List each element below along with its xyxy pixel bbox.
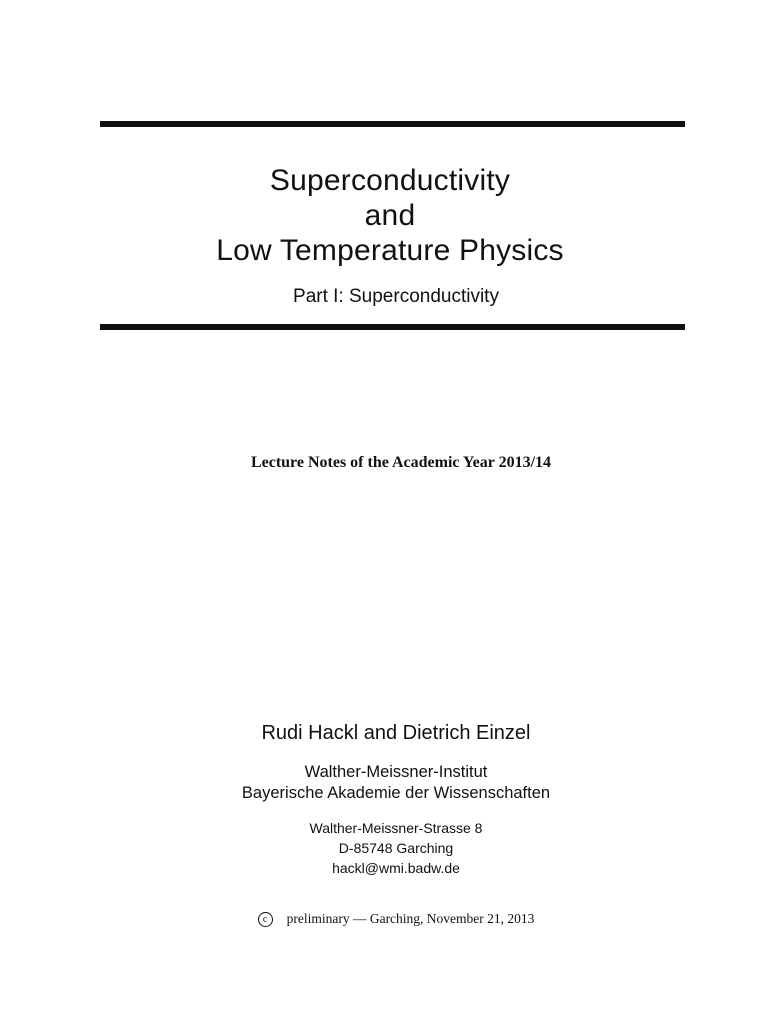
title-line-1: Superconductivity bbox=[269, 164, 511, 197]
document-subtitle: Part I: Superconductivity bbox=[293, 286, 499, 307]
copyright-icon: c bbox=[258, 912, 273, 927]
city-address: D-85748 Garching bbox=[338, 840, 454, 856]
bottom-rule bbox=[100, 324, 685, 330]
footer-note bbox=[12, 909, 768, 929]
document-title bbox=[0, 163, 768, 268]
academy-name: Bayerische Akademie der Wissenschaften bbox=[241, 784, 551, 802]
street-address: Walther-Meissner-Strasse 8 bbox=[309, 820, 483, 836]
email-address: hackl@wmi.badw.de bbox=[332, 860, 460, 876]
top-rule bbox=[100, 121, 685, 127]
authors: Rudi Hackl and Dietrich Einzel bbox=[261, 722, 531, 744]
title-line-2: and bbox=[364, 199, 416, 232]
footer-text: preliminary — Garching, November 21, 2013 bbox=[286, 911, 535, 926]
address bbox=[12, 818, 768, 878]
institute-name: Walther-Meissner-Institut bbox=[304, 763, 488, 781]
affiliation bbox=[12, 762, 768, 804]
lecture-notes-heading: Lecture Notes of the Academic Year 2013/14 bbox=[250, 454, 552, 471]
title-line-3: Low Temperature Physics bbox=[216, 234, 564, 267]
